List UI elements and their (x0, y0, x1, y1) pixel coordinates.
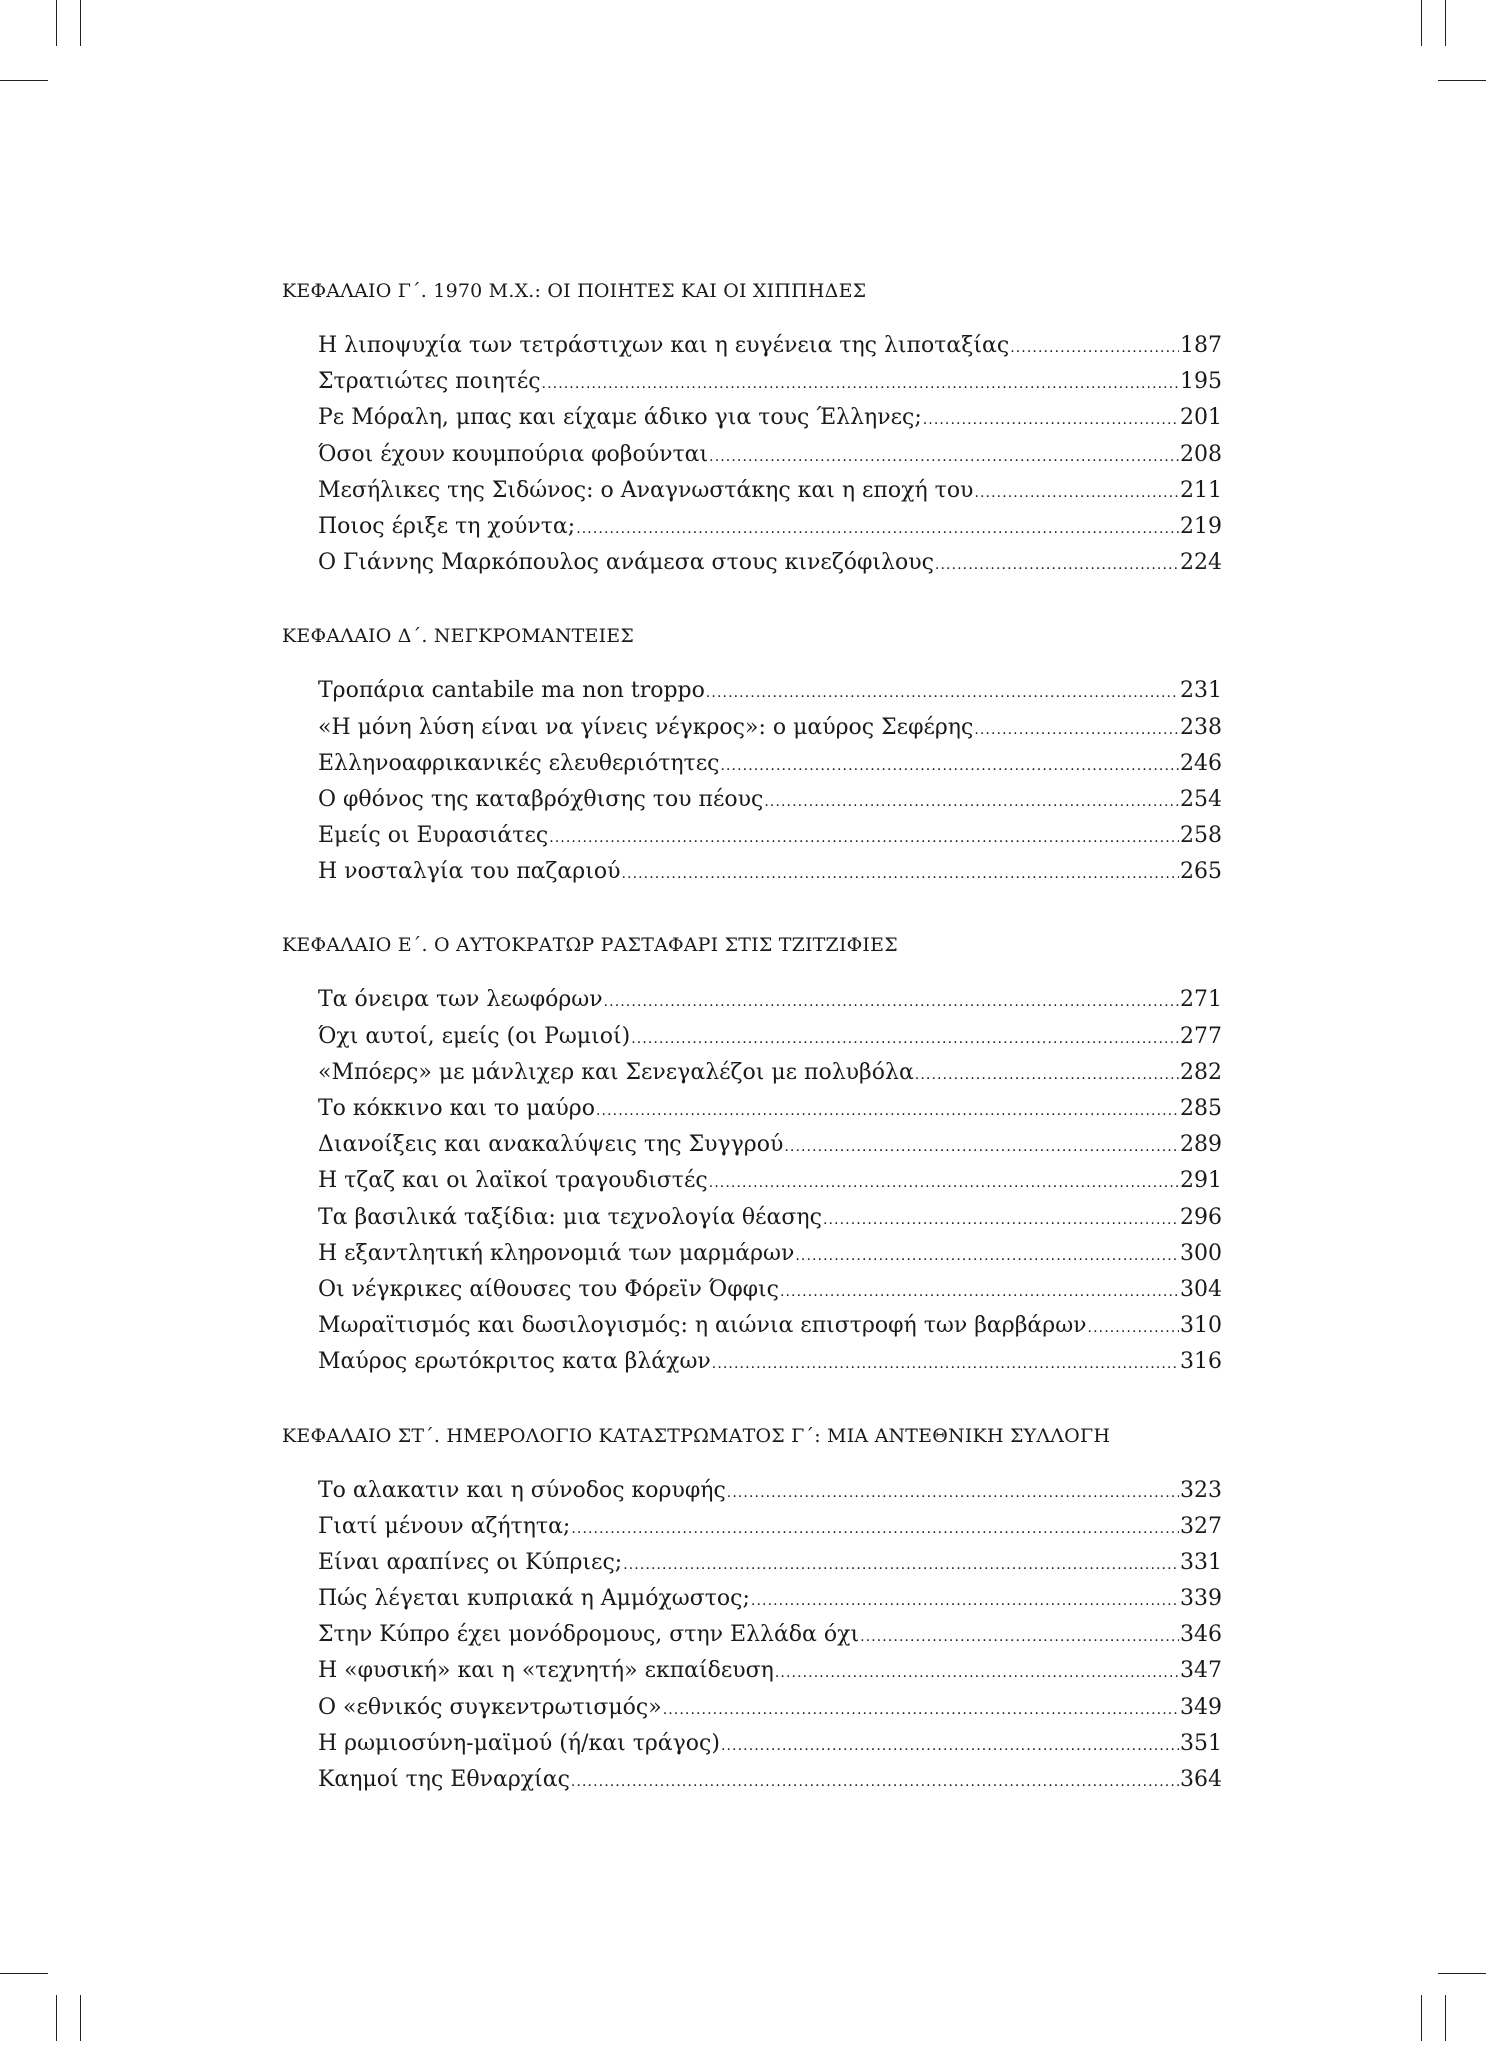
dot-leader (631, 1021, 1179, 1057)
chapter-heading: ΚΕΦΑΛΑΙΟ ΣΤ΄. ΗΜΕΡΟΛΟΓΙΟ ΚΑΤΑΣΤΡΩΜΑΤΟΣ Γ΄: ΜΙΑ ΑΝΤΕΘΝΙΚΗ ΣΥΛΛΟΓΗ (282, 1424, 1111, 1447)
dot-leader (751, 1583, 1179, 1619)
entry-title: Διανοίξεις και ανακαλύψεις της Συγγρού (318, 1132, 784, 1158)
dot-leader (915, 1057, 1179, 1093)
chapter-heading: ΚΕΦΑΛΑΙΟ Ε΄. Ο ΑΥΤΟΚΡΑΤΩΡ ΡΑΣΤΑΦΑΡΙ ΣΤΙΣ ΤΖΙΤΖΙΦΙΕΣ (282, 934, 898, 957)
toc-entry (318, 746, 1222, 782)
toc-entry (318, 509, 1222, 545)
entry-title: Η ρωμιοσύνη-μαϊμού (ή/και τράγος) (318, 1730, 720, 1756)
entry-title: Τα βασιλικά ταξίδια: μια τεχνολογία θέασης (318, 1204, 822, 1230)
crop-mark (1421, 0, 1422, 46)
dot-leader (860, 1619, 1179, 1655)
crop-mark (80, 0, 81, 46)
entry-title: Καημοί της Εθναρχίας (318, 1767, 570, 1792)
page-number: 347 (1180, 1658, 1222, 1684)
page-number: 364 (1180, 1767, 1222, 1792)
page-number: 289 (1180, 1132, 1222, 1158)
page-number: 187 (1180, 333, 1222, 358)
toc-entry (318, 854, 1222, 890)
entry-title: Πώς λέγεται κυπριακά η Αμμόχωστος; (318, 1586, 750, 1612)
toc-entry (318, 673, 1222, 709)
entry-title: Μεσήλικες της Σιδώνος: ο Αναγνωστάκης και η εποχή του (318, 477, 974, 503)
page-number: 300 (1180, 1240, 1222, 1266)
dot-leader (784, 1129, 1179, 1165)
page-number: 219 (1180, 513, 1222, 539)
page-number: 265 (1180, 859, 1222, 885)
dot-leader (775, 1655, 1179, 1691)
entry-title: Όχι αυτοί, εμείς (οι Ρωμιοί) (318, 1023, 631, 1049)
entry-title: Όσοι έχουν κουμπούρια φοβούνται (318, 441, 709, 467)
dot-leader (706, 675, 1179, 711)
page-number: 331 (1180, 1549, 1222, 1575)
dot-leader (823, 1202, 1179, 1238)
page-number: 231 (1180, 678, 1222, 704)
dot-leader (1088, 1310, 1179, 1346)
page-number: 351 (1180, 1730, 1222, 1756)
dot-leader (709, 1165, 1179, 1201)
page-number: 323 (1180, 1477, 1222, 1503)
entry-title: Τροπάρια cantabile ma non troppo (318, 678, 705, 704)
entry-title: Ο Γιάννης Μαρκόπουλος ανάμεσα στους κινεζόφιλους (318, 550, 934, 576)
chapter-section (282, 270, 1222, 581)
entry-title: Εμείς οι Ευρασιάτες (318, 823, 549, 849)
dot-leader (663, 1692, 1179, 1728)
entry-title: Η νοσταλγία του παζαριού (318, 859, 621, 885)
page-number: 339 (1180, 1586, 1222, 1612)
page-number: 291 (1180, 1168, 1222, 1194)
dot-leader (720, 748, 1179, 784)
entry-title: Η τζαζ και οι λαϊκοί τραγουδιστές (318, 1168, 708, 1194)
toc-entry (318, 782, 1222, 818)
dot-leader (549, 820, 1179, 856)
toc-entry (318, 437, 1222, 473)
crop-mark (1421, 1995, 1422, 2041)
crop-mark (80, 1995, 81, 2041)
dot-leader (764, 784, 1179, 820)
toc-entry (318, 1344, 1222, 1380)
toc-entry (318, 1200, 1222, 1236)
entry-list (282, 673, 1222, 890)
toc-entry (318, 1690, 1222, 1726)
toc-entry (318, 1163, 1222, 1199)
page-number: 246 (1180, 750, 1222, 776)
dot-leader (621, 856, 1179, 892)
entry-title: Το κόκκινο και το μαύρο (318, 1096, 595, 1121)
crop-mark (0, 80, 48, 81)
dot-leader (974, 712, 1179, 748)
page-number: 208 (1180, 441, 1222, 467)
crop-mark (0, 1973, 48, 1974)
page-number: 327 (1180, 1513, 1222, 1539)
page-number: 296 (1180, 1204, 1222, 1230)
toc-entry (318, 982, 1222, 1018)
toc-entry (318, 1653, 1222, 1689)
chapter-section (282, 615, 1222, 890)
dot-leader (935, 547, 1179, 583)
entry-title: Το αλακατιν και η σύνοδος κορυφής (318, 1477, 726, 1503)
entry-title: Ποιος έριξε τη χούντα; (318, 513, 576, 539)
dot-leader (571, 1511, 1179, 1547)
page-number: 195 (1180, 369, 1222, 395)
entry-title: Στρατιώτες ποιητές (318, 369, 541, 395)
dot-leader (604, 984, 1179, 1020)
toc-entry (318, 400, 1222, 436)
page-number: 258 (1180, 823, 1222, 849)
entry-title: «Μπόερς» με μάνλιχερ και Σενεγαλέζοι με πολυβόλα (318, 1059, 914, 1085)
entry-title: Η «φυσική» και η «τεχνητή» εκπαίδευση (318, 1658, 774, 1684)
page-number: 238 (1180, 714, 1222, 740)
page-number: 224 (1180, 550, 1222, 576)
page-number: 254 (1180, 786, 1222, 812)
toc-entry (318, 1272, 1222, 1308)
entry-list (282, 982, 1222, 1380)
crop-mark (56, 1995, 57, 2041)
dot-leader (721, 1728, 1179, 1764)
toc-entry (318, 545, 1222, 581)
dot-leader (727, 1475, 1179, 1511)
entry-title: Μωραϊτισμός και δωσιλογισμός: η αιώνια επιστροφή των βαρβάρων (318, 1313, 1087, 1339)
dot-leader (623, 1547, 1179, 1583)
dot-leader (780, 1274, 1179, 1310)
dot-leader (1010, 330, 1179, 366)
entry-title: Ο «εθνικός συγκεντρωτισμός» (318, 1694, 662, 1720)
entry-title: Γιατί μένουν αζήτητα; (318, 1513, 571, 1539)
page-number: 316 (1180, 1349, 1222, 1375)
dot-leader (571, 1764, 1179, 1800)
toc-entry (318, 710, 1222, 746)
chapter-heading: ΚΕΦΑΛΑΙΟ Δ΄. ΝΕΓΚΡΟΜΑΝΤΕΙΕΣ (282, 625, 635, 648)
toc-entry (318, 1236, 1222, 1272)
toc-entry (318, 1308, 1222, 1344)
entry-title: Ο φθόνος της καταβρόχθισης του πέους (318, 786, 764, 812)
dot-leader (709, 439, 1179, 475)
chapter-heading: ΚΕΦΑΛΑΙΟ Γ΄. 1970 Μ.Χ.: ΟΙ ΠΟΙΗΤΕΣ ΚΑΙ ΟΙ ΧΙΠΠΗΔΕΣ (282, 280, 867, 302)
toc-entry (318, 1726, 1222, 1762)
entry-list (282, 1473, 1222, 1799)
toc-entry (318, 1509, 1222, 1545)
entry-title: Η λιποψυχία των τετράστιχων και η ευγένεια της λιποταξίας (318, 333, 1010, 358)
toc-entry (318, 1762, 1222, 1798)
entry-title: Ελληνοαφρικανικές ελευθεριότητες (318, 750, 720, 776)
table-of-contents (282, 270, 1222, 1832)
dot-leader (596, 1093, 1179, 1129)
crop-mark (1438, 1973, 1486, 1974)
page-number: 304 (1180, 1276, 1222, 1302)
toc-entry (318, 1581, 1222, 1617)
page-number: 346 (1180, 1622, 1222, 1648)
entry-title: Είναι αραπίνες οι Κύπριες; (318, 1549, 623, 1575)
page-number: 211 (1180, 477, 1222, 503)
entry-title: Ρε Μόραλη, μπας και είχαμε άδικο για τους Έλληνες; (318, 405, 922, 431)
dot-leader (542, 366, 1179, 402)
page-number: 271 (1180, 987, 1222, 1013)
page-number: 201 (1180, 405, 1222, 431)
entry-list (282, 328, 1222, 581)
toc-entry (318, 1545, 1222, 1581)
crop-mark (1445, 0, 1446, 46)
entry-title: Στην Κύπρο έχει μονόδρομους, στην Ελλάδα όχι (318, 1622, 860, 1648)
page-number: 310 (1180, 1313, 1222, 1339)
toc-entry (318, 1019, 1222, 1055)
toc-entry (318, 364, 1222, 400)
page-number: 277 (1180, 1023, 1222, 1049)
dot-leader (974, 475, 1179, 511)
crop-mark (56, 0, 57, 46)
dot-leader (712, 1346, 1179, 1382)
dot-leader (923, 402, 1179, 438)
page-number: 349 (1180, 1694, 1222, 1720)
toc-entry (318, 1473, 1222, 1509)
page-number: 282 (1180, 1059, 1222, 1085)
toc-entry (318, 1055, 1222, 1091)
toc-entry (318, 473, 1222, 509)
chapter-section (282, 924, 1222, 1380)
toc-entry (318, 1127, 1222, 1163)
chapter-section (282, 1415, 1222, 1799)
toc-entry (318, 1617, 1222, 1653)
toc-entry (318, 328, 1222, 364)
dot-leader (795, 1238, 1179, 1274)
dot-leader (576, 511, 1179, 547)
crop-mark (1445, 1995, 1446, 2041)
entry-title: Τα όνειρα των λεωφόρων (318, 987, 603, 1013)
toc-entry (318, 1091, 1222, 1127)
entry-title: Η εξαντλητική κληρονομιά των μαρμάρων (318, 1240, 795, 1266)
entry-title: Οι νέγκρικες αίθουσες του Φόρεϊν Όφφις (318, 1276, 779, 1302)
entry-title: «Η μόνη λύση είναι να γίνεις νέγκρος»: ο μαύρος Σεφέρης (318, 714, 974, 740)
toc-entry (318, 818, 1222, 854)
crop-mark (1438, 80, 1486, 81)
entry-title: Μαύρος ερωτόκριτος κατα βλάχων (318, 1349, 711, 1375)
page-number: 285 (1180, 1096, 1222, 1121)
